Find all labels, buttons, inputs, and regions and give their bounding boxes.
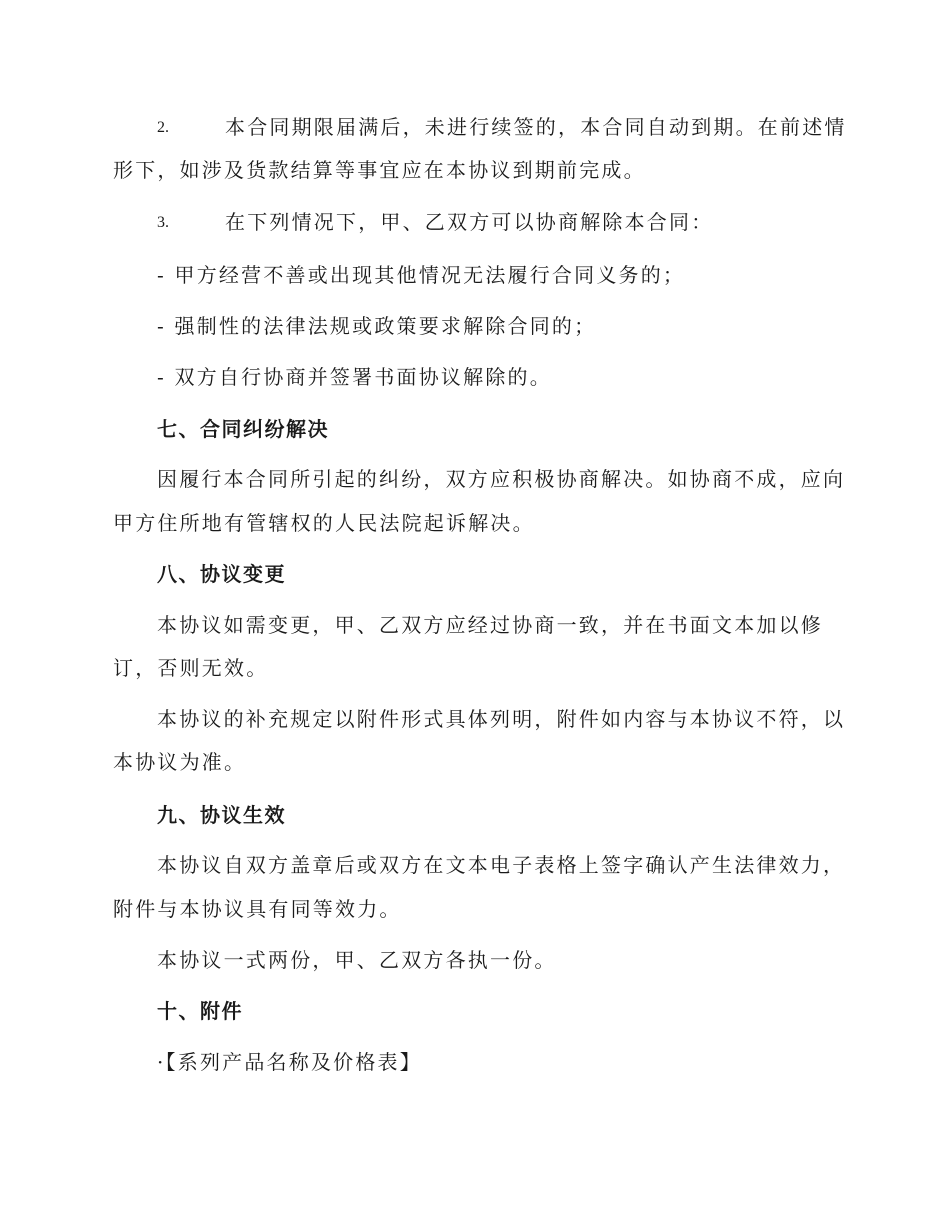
section-7-heading: 七、合同纠纷解决 (157, 417, 329, 441)
section-7-line-2: 甲方住所地有管辖权的人民法院起诉解决。 (113, 511, 535, 535)
section-7-line-1: 因履行本合同所引起的纠纷，双方应积极协商解决。如协商不成，应向 (157, 467, 846, 491)
section-9-p2: 本协议一式两份，甲、乙双方各执一份。 (157, 948, 557, 972)
attachment-item: ·【系列产品名称及价格表】 (157, 1050, 422, 1074)
section-8-p1-line-1: 本协议如需变更，甲、乙双方应经过协商一致，并在书面文本加以修 (157, 613, 823, 637)
section-8-p1-line-2: 订，否则无效。 (113, 656, 269, 680)
clause-2-line-2: 形下，如涉及货款结算等事宜应在本协议到期前完成。 (113, 158, 646, 182)
section-8-p2-line-1: 本协议的补充规定以附件形式具体列明，附件如内容与本协议不符，以 (157, 707, 846, 731)
section-10-heading: 十、附件 (157, 999, 243, 1023)
clause-2-number: 2. (157, 119, 169, 136)
section-9-p1-line-2: 附件与本协议具有同等效力。 (113, 897, 402, 921)
clause-3-text: 在下列情况下，甲、乙双方可以协商解除本合同： (225, 210, 714, 234)
section-9-heading: 九、协议生效 (157, 803, 286, 827)
clause-3-item-1: - 甲方经营不善或出现其他情况无法履行合同义务的； (157, 263, 686, 287)
section-9-p1-line-1: 本协议自双方盖章后或双方在文本电子表格上签字确认产生法律效力， (157, 853, 846, 877)
clause-3-item-2: - 强制性的法律法规或政策要求解除合同的； (157, 314, 597, 338)
section-8-p2-line-2: 本协议为准。 (113, 750, 247, 774)
section-8-heading: 八、协议变更 (157, 562, 286, 586)
clause-2-line-1: 本合同期限届满后，未进行续签的，本合同自动到期。在前述情 (225, 115, 847, 139)
clause-3-item-3: - 双方自行协商并签署书面协议解除的。 (157, 365, 552, 389)
clause-3-number: 3. (157, 214, 169, 231)
